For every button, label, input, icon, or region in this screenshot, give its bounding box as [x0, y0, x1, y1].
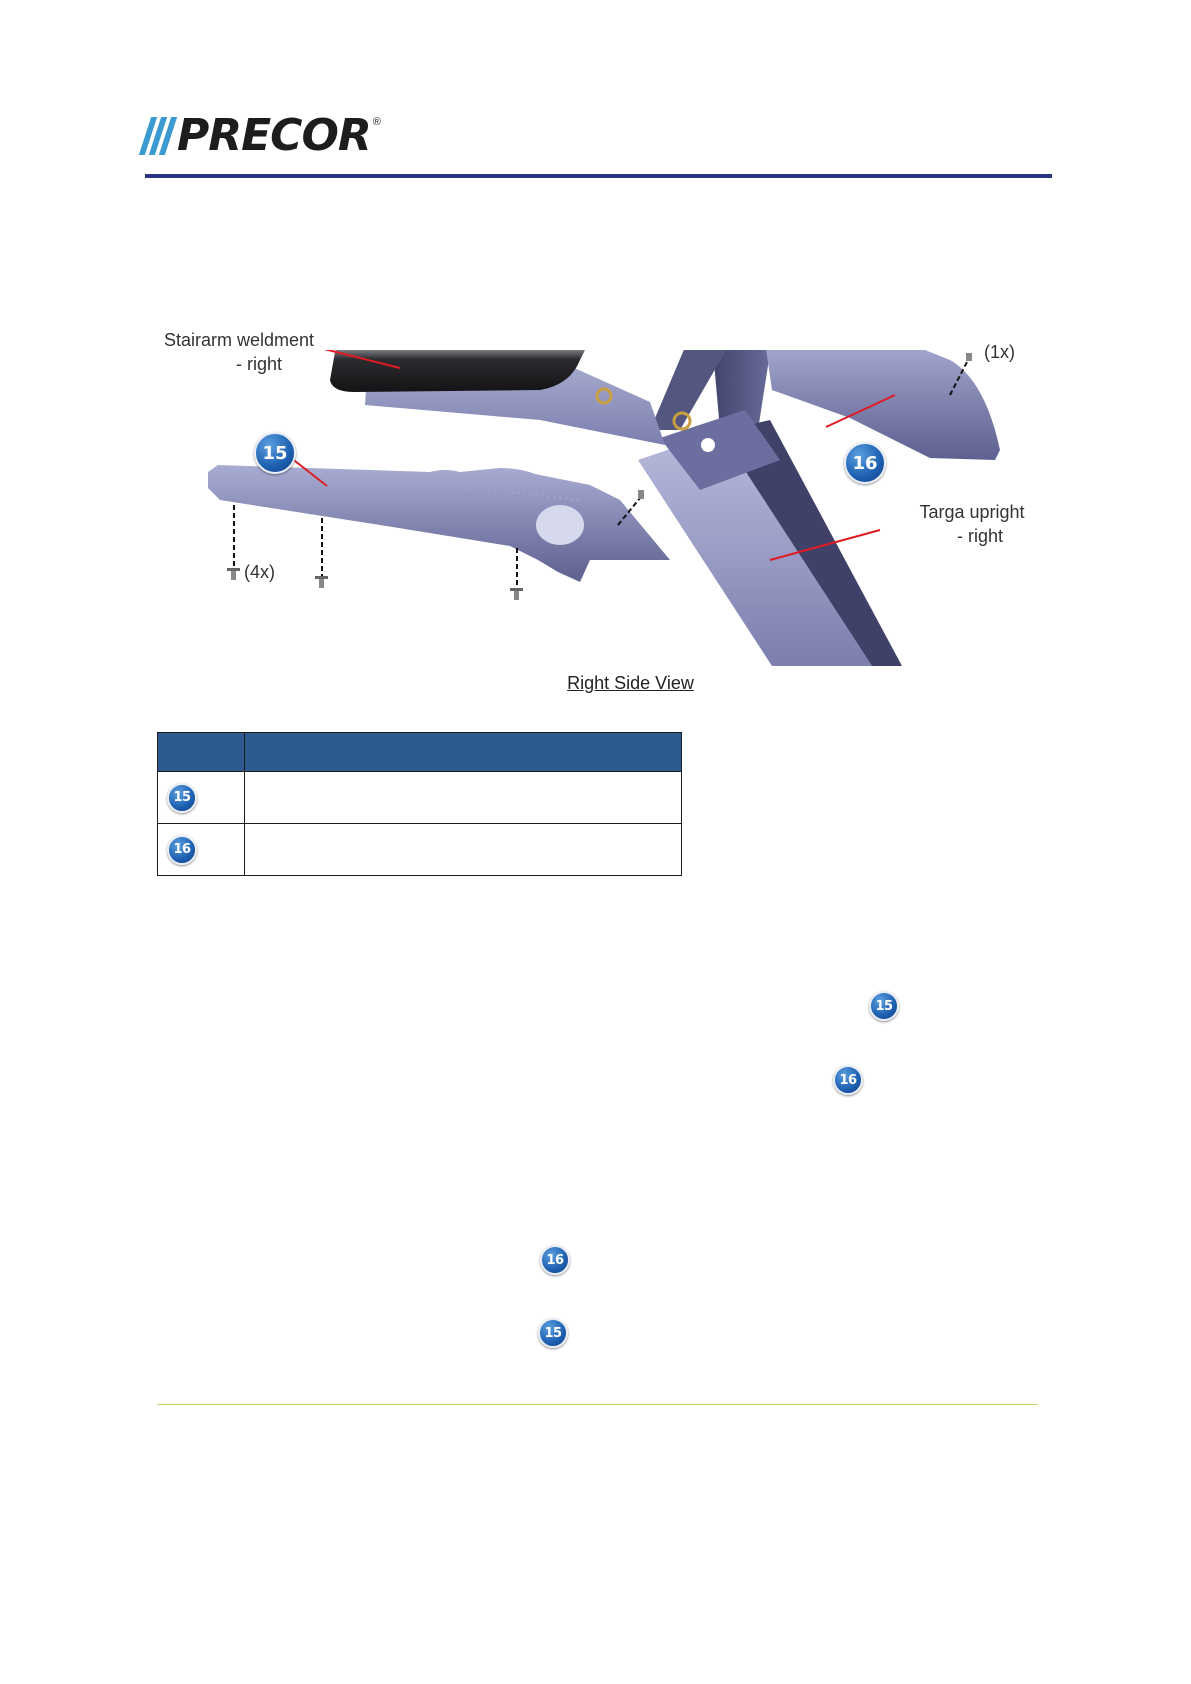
step-part-16-badge: 16 [540, 1245, 570, 1275]
stairarm-weldment-label [154, 328, 324, 376]
part-15-badge: 15 [254, 432, 296, 474]
table-cell-badge [158, 772, 245, 824]
table-row [158, 824, 682, 876]
brand-name: PRECOR [177, 110, 371, 161]
logo-stripes [145, 117, 171, 155]
targa-label-line1: Targa upright [919, 502, 1025, 522]
exploded-view-figure [160, 330, 1110, 670]
header-divider [145, 174, 1052, 178]
targa-label-line2: - right [956, 526, 1003, 546]
figure-caption: Right Side View [567, 673, 694, 693]
part-15-badge: 15 [167, 783, 197, 813]
step-part-15-badge: 15 [869, 991, 899, 1021]
parts-table-header-cell-2 [245, 733, 682, 772]
table-cell-description [245, 772, 682, 824]
step-part-16-badge: 16 [833, 1065, 863, 1095]
stairarm-label-line1: Stairarm weldment [163, 330, 315, 350]
part-16-badge: 16 [167, 835, 197, 865]
footer-divider [157, 1404, 1038, 1405]
table-cell-badge [158, 824, 245, 876]
qty-1x-label: (1x) [984, 342, 1015, 362]
registered-mark: ® [372, 116, 381, 128]
parts-table-header [158, 733, 682, 772]
targa-upright-label [902, 500, 1042, 548]
parts-table [157, 732, 682, 876]
table-cell-description [245, 824, 682, 876]
part-16-badge: 16 [844, 442, 886, 484]
parts-table-header-cell-1 [158, 733, 245, 772]
stairarm-label-line2: - right [235, 354, 282, 374]
step-part-15-badge: 15 [538, 1318, 568, 1348]
precor-logo [145, 112, 381, 160]
table-row [158, 772, 682, 824]
qty-4x-label: (4x) [244, 562, 275, 582]
